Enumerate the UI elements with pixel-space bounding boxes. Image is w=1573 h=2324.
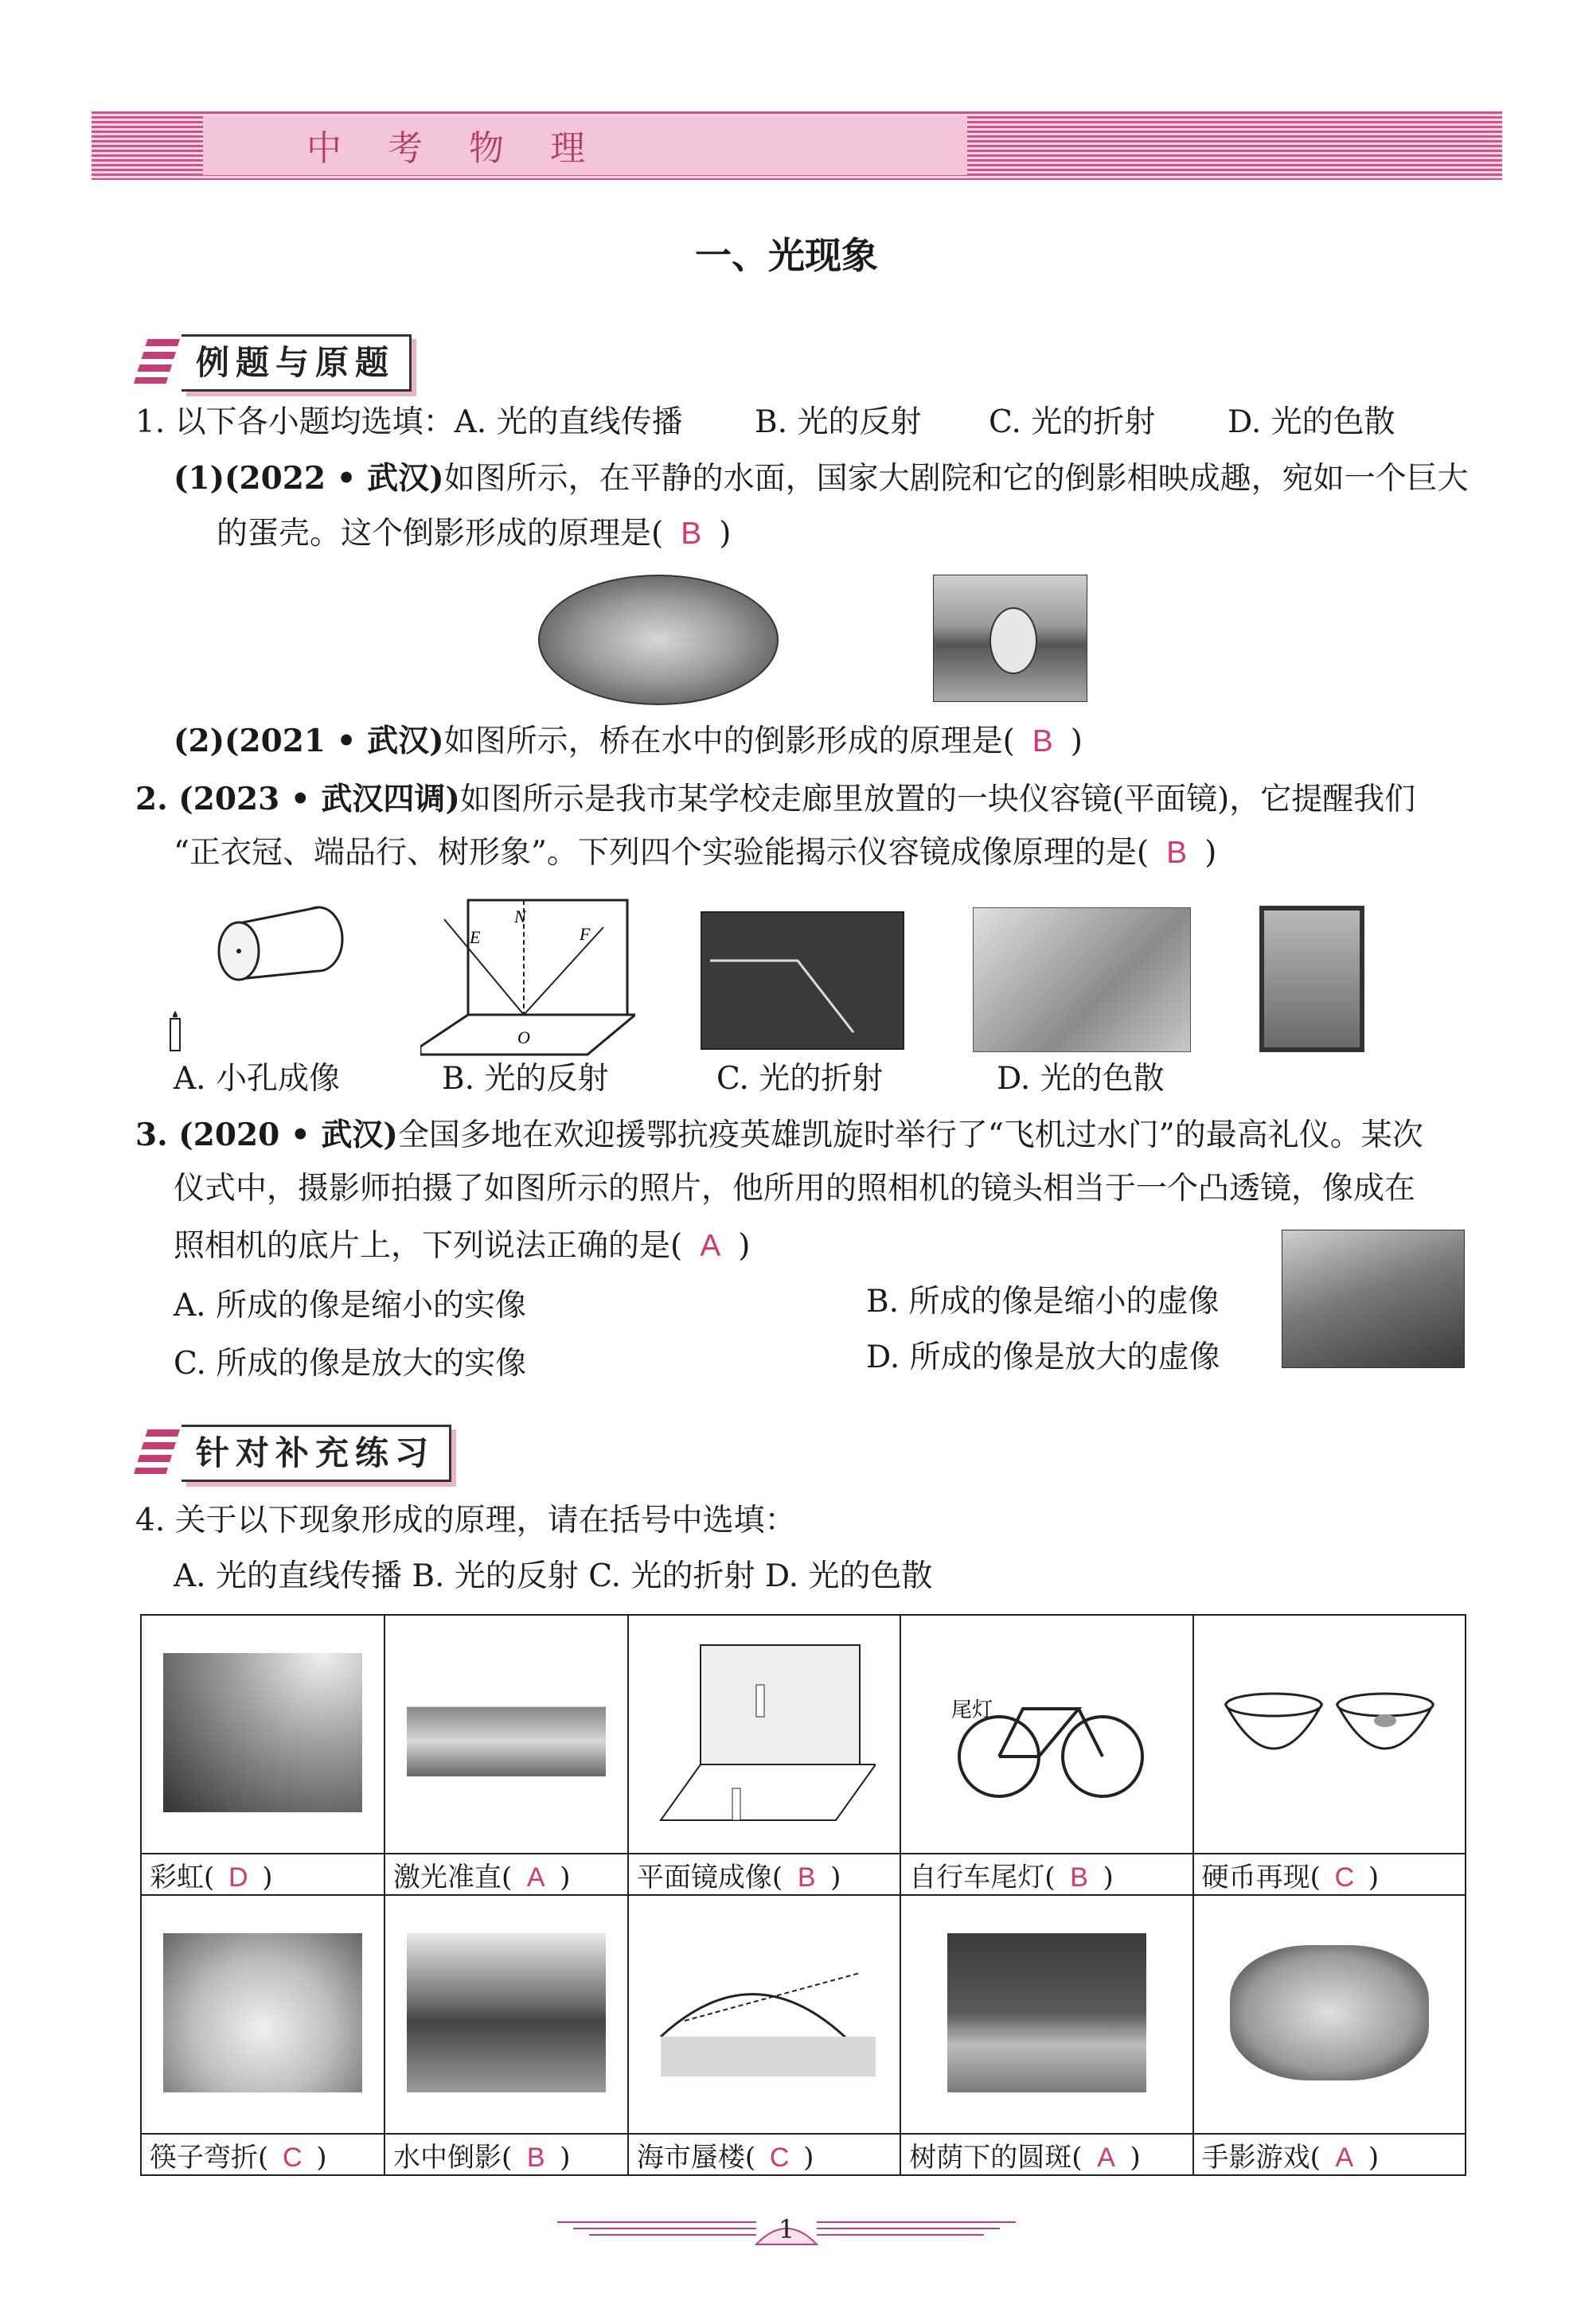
q2-text: 如图所示是我市某学校走廊里放置的一块仪容镜(平面镜)，它提醒我们	[459, 782, 1416, 817]
section-stripes-icon	[134, 1429, 180, 1474]
caption-coin	[1193, 1854, 1466, 1895]
caption-label: 硬币再现(	[1201, 1861, 1321, 1893]
hand-shadow-photo	[1230, 1945, 1429, 2080]
q3-option-c: C. 所成的像是放大的实像	[174, 1346, 527, 1382]
q2-line2	[174, 833, 1216, 874]
caption-bicycle	[900, 1854, 1192, 1895]
answer-rainbow: D	[228, 1862, 248, 1893]
q1-option-d: D. 光的色散	[1228, 404, 1395, 440]
q2-answer: B	[1166, 836, 1188, 870]
cell-rainbow	[141, 1615, 384, 1854]
q3-option-d: D. 所成的像是放大的虚像	[866, 1339, 1220, 1375]
q3-text3: 照相机的底片上，下列说法正确的是(	[174, 1228, 683, 1264]
plane-mirror-diagram	[653, 1637, 876, 1828]
close-paren: )	[1204, 835, 1217, 871]
section-header-examples	[134, 334, 468, 388]
q1-sub2-answer: B	[1032, 724, 1053, 758]
q1-stem: 1. 以下各小题均选填：A. 光的直线传播	[135, 404, 683, 440]
q3-option-a: A. 所成的像是缩小的实像	[174, 1288, 526, 1324]
caption-laser	[384, 1854, 628, 1895]
section-stripes-icon	[134, 339, 180, 384]
label-o: O	[517, 1027, 530, 1047]
caption-tree-shade	[900, 2134, 1192, 2175]
dressing-mirror-photo	[1259, 906, 1364, 1052]
close-paren: )	[1103, 1861, 1114, 1893]
cell-tree-shade	[900, 1895, 1192, 2134]
caption-chopsticks	[141, 2134, 384, 2175]
q3-tag: 3. (2020 • 武汉)	[135, 1117, 398, 1153]
tree-shade-photo	[947, 1933, 1146, 2092]
reflection-experiment-diagram	[420, 895, 635, 1059]
caption-hand-shadow	[1193, 2134, 1466, 2175]
q1-sub2-tag: (2)(2021 • 武汉)	[174, 723, 444, 759]
cell-bicycle	[900, 1615, 1192, 1854]
caption-label: 树荫下的圆斑(	[909, 2141, 1083, 2174]
cell-reflection	[384, 1895, 628, 2134]
caption-label: 手影游戏(	[1201, 2141, 1321, 2174]
caption-label: 自行车尾灯(	[909, 1861, 1056, 1893]
q4-stem: 4. 关于以下现象形成的原理，请在括号中选填：	[135, 1503, 796, 1538]
close-paren: )	[262, 1861, 273, 1893]
q3-text: 全国多地在欢迎援鄂抗疫英雄凯旋时举行了“飞机过水门”的最高礼仪。某次	[397, 1117, 1423, 1153]
q1-sub1-tag: (1)(2022 • 武汉)	[174, 460, 444, 497]
q2-caption-a: A. 小孔成像	[174, 1061, 340, 1097]
phenomena-table	[140, 1614, 1466, 2176]
bicycle-diagram	[935, 1653, 1158, 1812]
caption-label: 筷子弯折(	[150, 2141, 269, 2174]
answer-reflection: B	[526, 2142, 545, 2173]
laser-tunnel-photo	[407, 1689, 606, 1776]
q2-caption-d: D. 光的色散	[997, 1061, 1165, 1097]
q1-option-b: B. 光的反射	[755, 404, 922, 440]
label-f: F	[580, 924, 591, 944]
q1-sub1-text2: 的蛋壳。这个倒影形成的原理是(	[217, 516, 664, 552]
page-title: 一、光现象	[695, 234, 878, 277]
answer-bicycle: B	[1070, 1862, 1088, 1893]
close-paren: )	[1070, 723, 1083, 759]
caption-mirage	[628, 2134, 900, 2175]
answer-mirror: B	[797, 1862, 816, 1893]
q3-answer: A	[700, 1229, 721, 1263]
close-paren: )	[1130, 2141, 1141, 2174]
cell-coin	[1193, 1615, 1466, 1854]
q1-option-c: C. 光的折射	[989, 404, 1156, 440]
q1-sub1-line2	[217, 513, 731, 555]
answer-chopsticks: C	[282, 2142, 302, 2173]
cell-hand-shadow	[1193, 1895, 1466, 2134]
cell-mirror	[628, 1615, 900, 1854]
caption-label: 激光准直(	[392, 1861, 513, 1893]
cell-chopsticks	[141, 1895, 384, 2134]
q2-text2: “正衣冠、端品行、树形象”。下列四个实验能揭示仪容镜成像原理的是(	[174, 835, 1150, 871]
rainbow-photo	[163, 1653, 362, 1812]
close-paren: )	[1368, 2141, 1380, 2174]
q4-choices: A. 光的直线传播 B. 光的反射 C. 光的折射 D. 光的色散	[174, 1558, 933, 1594]
q1-sub1	[174, 458, 1469, 500]
tail-light-label: 尾灯	[950, 1698, 993, 1722]
water-gate-plane-photo	[1282, 1230, 1465, 1368]
close-paren: )	[1368, 1861, 1380, 1893]
water-reflection-photo	[407, 1933, 606, 2092]
cell-laser	[384, 1615, 628, 1854]
section-label: 针对补充练习	[182, 1425, 451, 1482]
close-paren: )	[830, 1861, 841, 1893]
page-number: 1	[778, 2214, 795, 2244]
q1-sub2	[174, 720, 1083, 762]
section-label: 例题与原题	[182, 334, 412, 392]
q1-sub1-answer: B	[681, 517, 702, 551]
chopsticks-photo	[163, 1933, 362, 2092]
grand-theatre-photo	[538, 575, 779, 705]
q3-line2: 仪式中，摄影师拍摄了如图所示的照片，他所用的照相机的镜头相当于一个凸透镜，像成在	[174, 1171, 1416, 1207]
caption-label: 平面镜成像(	[636, 1861, 783, 1893]
q3-line1	[135, 1114, 1423, 1156]
mirage-diagram	[653, 1941, 876, 2084]
cell-mirage	[628, 1895, 900, 2134]
q1-sub1-text: 如图所示，在平静的水面，国家大剧院和它的倒影相映成趣，宛如一个巨大	[443, 461, 1469, 497]
q2-caption-c: C. 光的折射	[716, 1061, 884, 1097]
close-paren: )	[560, 2141, 571, 2174]
dispersion-photo	[973, 907, 1191, 1052]
q3-line3	[174, 1226, 750, 1267]
q2-caption-b: B. 光的反射	[442, 1061, 609, 1097]
answer-mirage: C	[769, 2142, 790, 2173]
q3-option-b: B. 所成的像是缩小的虚像	[866, 1284, 1220, 1320]
label-e: E	[470, 927, 481, 947]
coin-bowls-diagram	[1218, 1673, 1441, 1792]
close-paren: )	[719, 516, 732, 552]
pinhole-camera-diagram	[167, 899, 358, 1059]
q2-tag: 2. (2023 • 武汉四调)	[135, 781, 460, 817]
answer-hand-shadow: A	[1335, 2142, 1354, 2173]
caption-rainbow	[141, 1854, 384, 1895]
q2-line1	[135, 778, 1415, 821]
close-paren: )	[316, 2141, 327, 2174]
bridge-reflection-photo	[933, 575, 1087, 702]
header-subject: 中考物理	[306, 128, 631, 169]
q1-sub2-text: 如图所示，桥在水中的倒影形成的原理是(	[443, 723, 1015, 759]
caption-label: 彩虹(	[150, 1861, 215, 1893]
answer-laser: A	[526, 1862, 545, 1893]
answer-tree-shade: A	[1097, 2142, 1115, 2173]
header-banner	[92, 111, 1502, 180]
caption-label: 水中倒影(	[392, 2141, 513, 2174]
section-header-practice	[134, 1425, 524, 1479]
refraction-photo	[701, 911, 904, 1050]
page-footer	[557, 2205, 1016, 2252]
caption-mirror	[628, 1854, 900, 1895]
caption-label: 海市蜃楼(	[636, 2141, 756, 2174]
answer-coin: C	[1334, 1862, 1355, 1893]
bridge-arch-shape	[989, 607, 1037, 674]
label-n: N	[514, 907, 526, 926]
close-paren: )	[803, 2141, 814, 2174]
caption-reflection	[384, 2134, 628, 2175]
close-paren: )	[560, 1861, 571, 1893]
close-paren: )	[738, 1228, 751, 1264]
